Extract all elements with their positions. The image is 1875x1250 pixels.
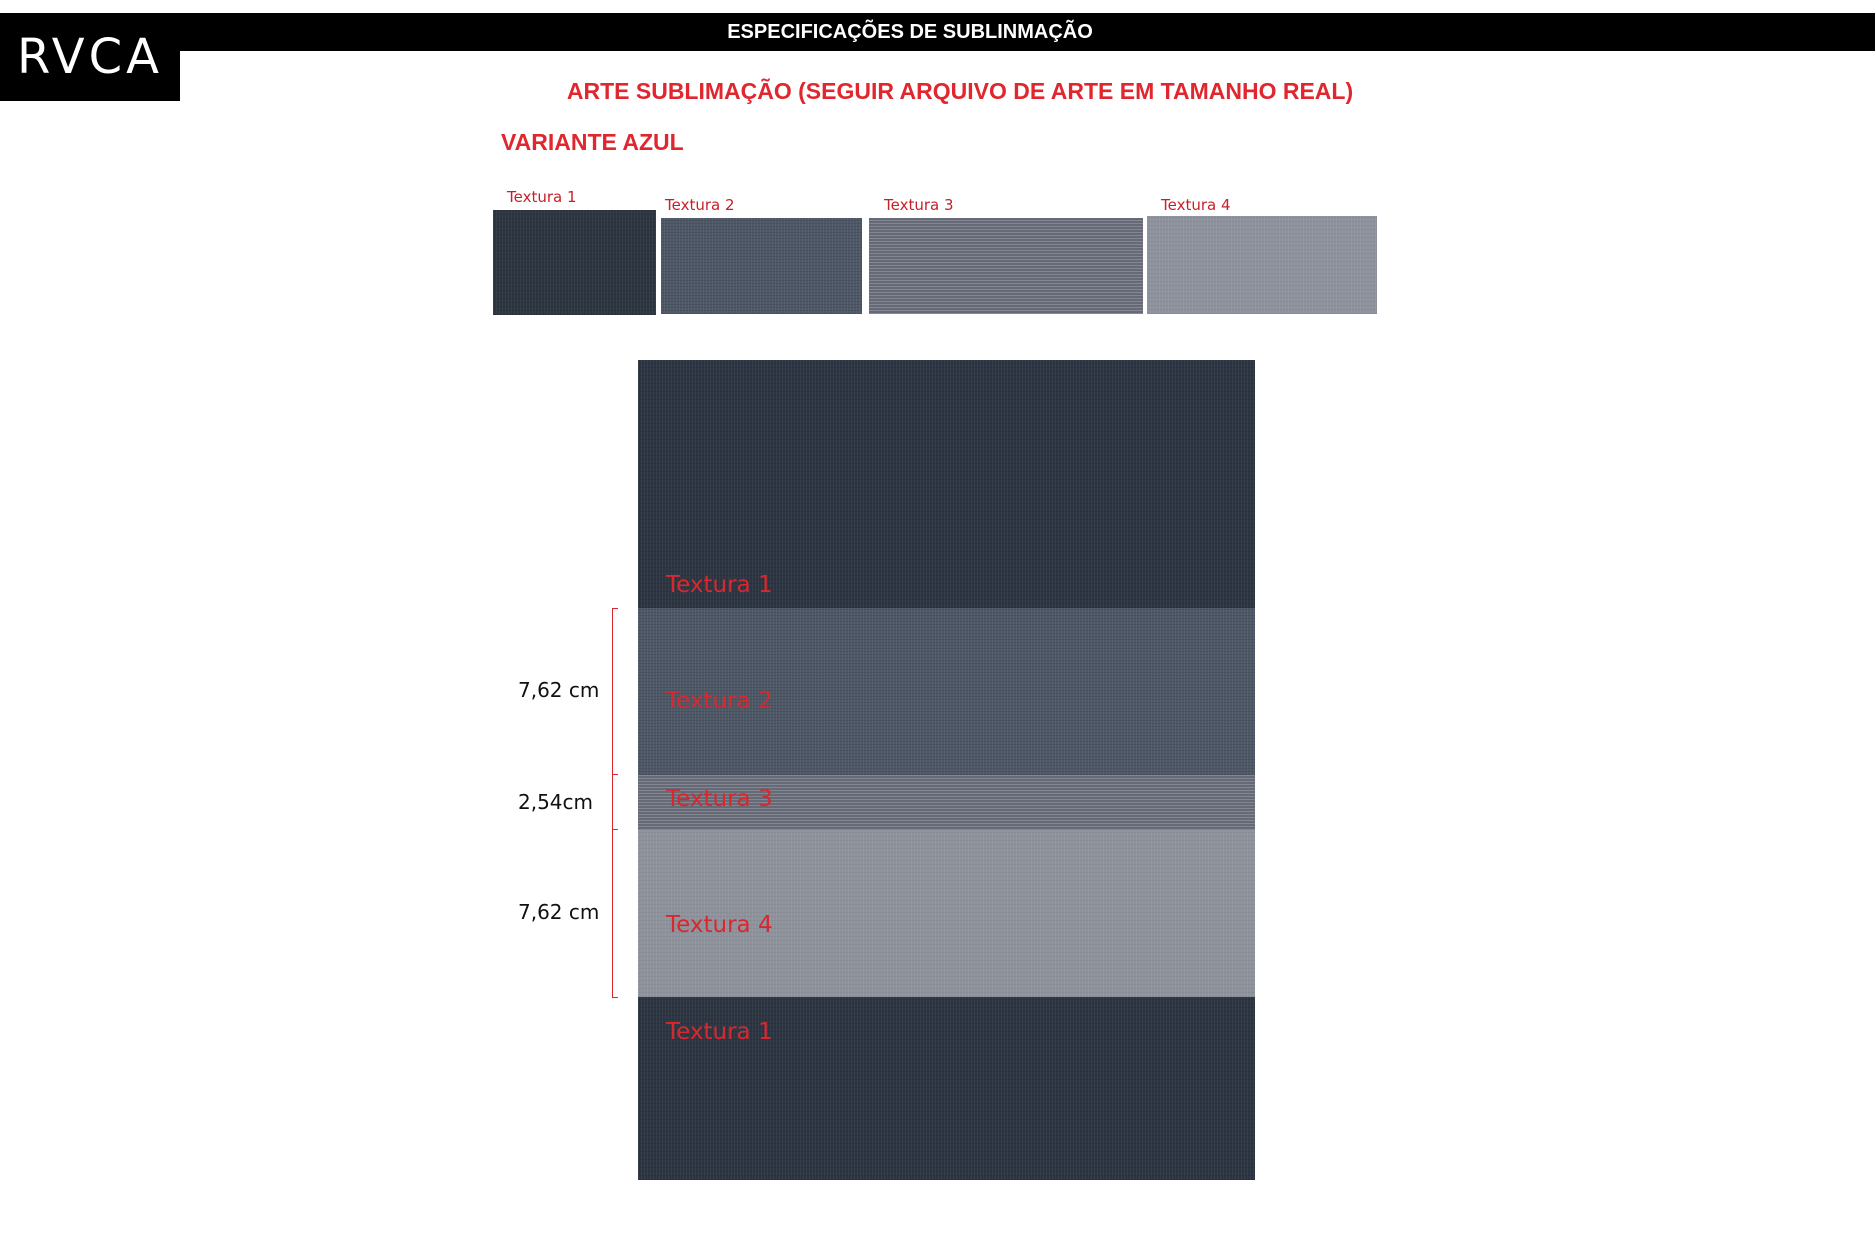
dimension-label-1: 7,62 cm	[518, 678, 600, 702]
artboard	[638, 360, 1255, 1180]
logo-text: RVCA	[17, 29, 163, 85]
dimension-label-3: 7,62 cm	[518, 900, 600, 924]
swatch-label-4: Textura 4	[1161, 196, 1231, 214]
swatch-textura-2	[661, 218, 862, 314]
page-title: ESPECIFICAÇÕES DE SUBLINMAÇÃO	[727, 21, 1093, 43]
dimension-label-2: 2,54cm	[518, 790, 594, 814]
band-label-5: Textura 1	[666, 1019, 773, 1045]
band-label-3: Textura 3	[666, 786, 773, 812]
dimension-bracket	[610, 608, 618, 998]
band-label-1: Textura 1	[666, 572, 773, 598]
band-label-4: Textura 4	[666, 912, 773, 938]
band-label-2: Textura 2	[666, 688, 773, 714]
band-textura-1-top	[638, 360, 1255, 608]
swatch-label-2: Textura 2	[665, 196, 735, 214]
swatch-textura-3	[869, 218, 1143, 314]
swatch-label-1: Textura 1	[507, 188, 577, 206]
swatch-label-3: Textura 3	[884, 196, 954, 214]
swatch-textura-4	[1147, 216, 1377, 314]
variant-title: VARIANTE AZUL	[501, 129, 684, 155]
subtitle: ARTE SUBLIMAÇÃO (SEGUIR ARQUIVO DE ARTE EM TAMANHO REAL)	[566, 78, 1354, 104]
swatch-textura-1	[493, 210, 656, 315]
